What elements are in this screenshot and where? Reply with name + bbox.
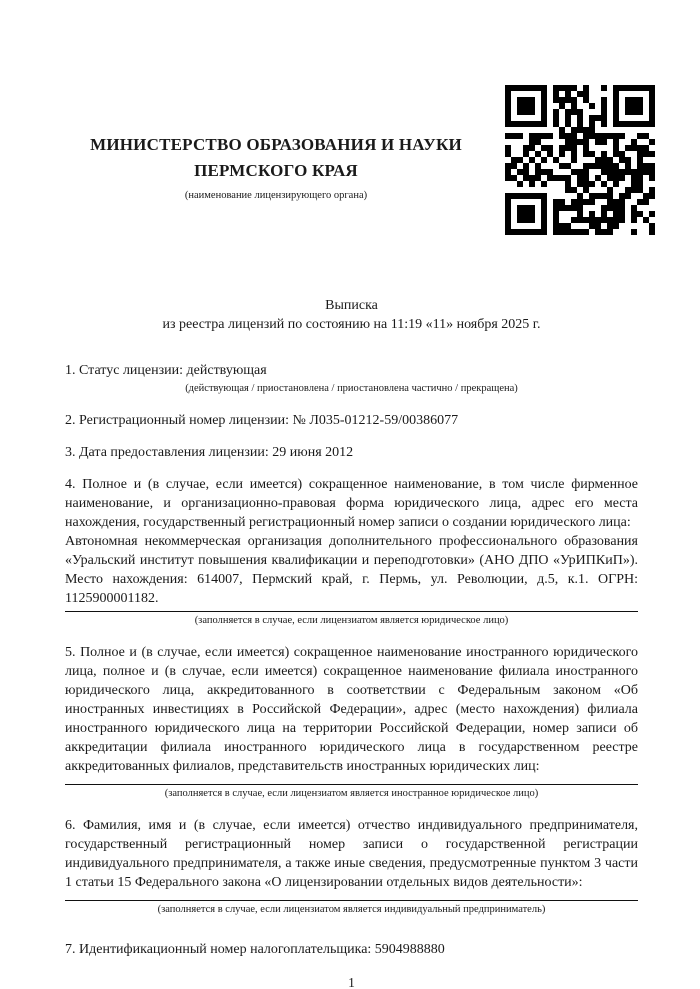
qr-code (505, 85, 655, 235)
title-line2: из реестра лицензий по состоянию на 11:19 «11» ноября 2025 г. (162, 317, 541, 332)
divider-line (65, 900, 638, 901)
legal-entity-value: Автономная некоммерческая организация дополнительного профессионального образования «Уральский институт повышения квалификации и переподготовки» (АНО ДПО «УрИПКиП»). Место нахождения: 614007, Пермский край, г. Пермь, ул. Революции, д.5, к.1. ОГРН: 1125900001182. (65, 534, 638, 606)
legal-entity-label: 4. Полное и (в случае, если имеется) сокращенное наименование, в том числе фирменное наименование, и организационно-правовая форма юридического лица, адрес его места нахождения, государственный регистрационный номер записи о создании юридического лица: (65, 477, 638, 530)
page-number: 1 (348, 975, 355, 989)
item-grant-date (65, 443, 638, 462)
divider-line (65, 784, 638, 785)
entrepreneur-label: 6. Фамилия, имя и (в случае, если имеется) отчество индивидуального предпринимателя, государственный регистрационный номер записи о государственной регистрации индивидуального предпринимателя, а также иные сведения, предусмотренные пунктом 3 части 1 статьи 15 Федерального закона «О лицензировании отдельных видов деятельности»: (65, 818, 638, 890)
document-body (65, 296, 638, 989)
item-registration-number (65, 411, 638, 430)
item-taxpayer-number (65, 940, 638, 959)
item-individual-entrepreneur (65, 816, 638, 917)
authority-name-line2: ПЕРМСКОГО КРАЯ (194, 161, 358, 180)
title-line1: Выписка (325, 298, 378, 313)
foreign-entity-caption: (заполняется в случае, если лицензиатом является иностранное юридическое лицо) (164, 788, 539, 799)
entrepreneur-caption: (заполняется в случае, если лицензиатом является индивидуальный предприниматель) (157, 904, 546, 915)
document-title (65, 296, 638, 334)
grant-date-text: 3. Дата предоставления лицензии: 29 июня 2012 (65, 445, 354, 460)
taxpayer-number-text: 7. Идентификационный номер налогоплательщика: 5904988880 (65, 942, 445, 957)
authority-name-line1: МИНИСТЕРСТВО ОБРАЗОВАНИЯ И НАУКИ (90, 135, 462, 154)
item-license-status (65, 361, 638, 396)
registration-number-text: 2. Регистрационный номер лицензии: № Л035-01212-59/00386077 (65, 413, 459, 428)
divider-line (65, 611, 638, 612)
authority-caption: (наименование лицензирующего органа) (184, 190, 368, 201)
foreign-entity-label: 5. Полное и (в случае, если имеется) сокращенное наименование иностранного юридического лица, полное и (в случае, если имеется) сокращенное наименование филиала иностранного юридического лица, аккредитованного в соответствии с Федеральным законом «Об иностранных инвестициях в Российской Федерации», адрес (место нахождения) филиала иностранного юридического лица на территории Российской Федерации, номер записи об аккредитации филиала иностранного юридического лица в государственном реестре аккредитованных филиалов, представительств иностранных юридических лиц: (65, 645, 638, 774)
legal-entity-caption: (заполняется в случае, если лицензиатом является юридическое лицо) (194, 615, 509, 626)
license-status-caption: (действующая / приостановлена / приостановлена частично / прекращена) (185, 383, 518, 394)
license-status-text: 1. Статус лицензии: действующая (65, 363, 267, 378)
licensing-authority-header (60, 132, 492, 203)
item-foreign-entity (65, 643, 638, 801)
item-legal-entity (65, 475, 638, 628)
